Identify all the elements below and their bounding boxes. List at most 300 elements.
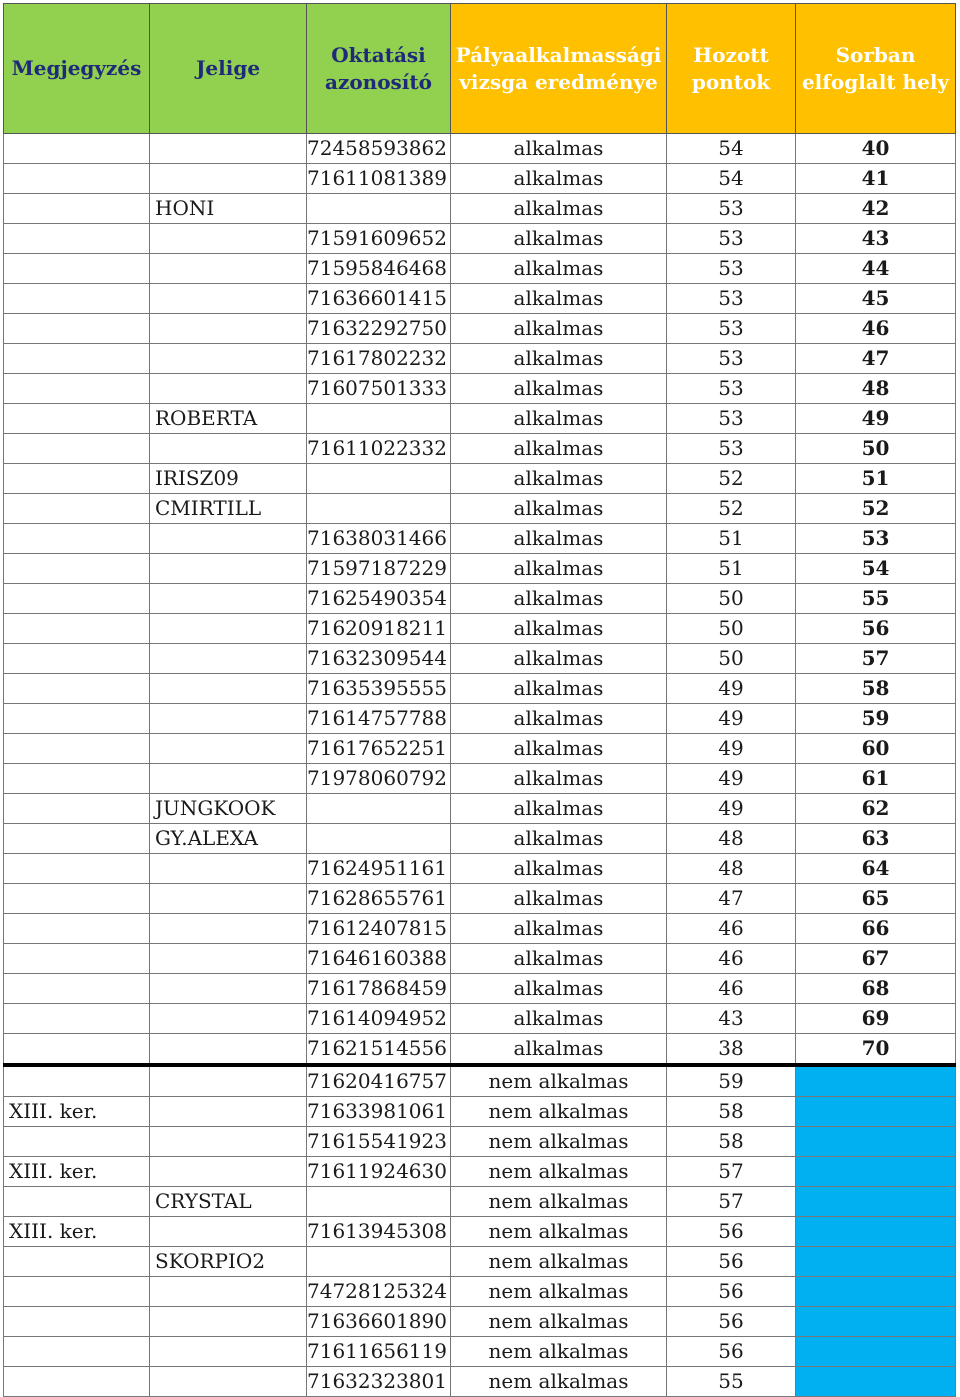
cell-jelige [150, 1277, 307, 1307]
cell-sorban-elfoglalt-hely: 70 [796, 1034, 956, 1066]
cell-jelige: CRYSTAL [150, 1187, 307, 1217]
cell-megjegyzes [4, 524, 150, 554]
cell-megjegyzes [4, 764, 150, 794]
cell-hozott-pontok: 53 [667, 254, 796, 284]
cell-sorban-elfoglalt-hely: 46 [796, 314, 956, 344]
cell-sorban-elfoglalt-hely [796, 1337, 956, 1367]
cell-jelige [150, 674, 307, 704]
cell-oktatasi-azonosito [307, 794, 451, 824]
cell-oktatasi-azonosito [307, 464, 451, 494]
cell-vizsga-eredmeny: alkalmas [451, 944, 667, 974]
cell-hozott-pontok: 49 [667, 704, 796, 734]
cell-hozott-pontok: 52 [667, 464, 796, 494]
table-row [4, 1097, 956, 1127]
cell-hozott-pontok: 52 [667, 494, 796, 524]
cell-vizsga-eredmeny: alkalmas [451, 554, 667, 584]
cell-hozott-pontok: 53 [667, 314, 796, 344]
cell-oktatasi-azonosito: 71624951161 [307, 854, 451, 884]
table-row [4, 494, 956, 524]
cell-jelige [150, 284, 307, 314]
cell-sorban-elfoglalt-hely [796, 1217, 956, 1247]
cell-jelige [150, 344, 307, 374]
cell-oktatasi-azonosito: 71632309544 [307, 644, 451, 674]
cell-vizsga-eredmeny: alkalmas [451, 764, 667, 794]
cell-hozott-pontok: 49 [667, 674, 796, 704]
cell-sorban-elfoglalt-hely [796, 1307, 956, 1337]
cell-sorban-elfoglalt-hely: 63 [796, 824, 956, 854]
cell-sorban-elfoglalt-hely [796, 1097, 956, 1127]
cell-vizsga-eredmeny: nem alkalmas [451, 1187, 667, 1217]
cell-sorban-elfoglalt-hely: 42 [796, 194, 956, 224]
cell-oktatasi-azonosito [307, 1247, 451, 1277]
cell-megjegyzes [4, 404, 150, 434]
cell-jelige [150, 734, 307, 764]
cell-megjegyzes [4, 1127, 150, 1157]
cell-jelige [150, 764, 307, 794]
cell-jelige [150, 434, 307, 464]
cell-jelige: CMIRTILL [150, 494, 307, 524]
cell-megjegyzes [4, 1337, 150, 1367]
cell-vizsga-eredmeny: alkalmas [451, 644, 667, 674]
cell-hozott-pontok: 50 [667, 614, 796, 644]
cell-megjegyzes [4, 434, 150, 464]
cell-megjegyzes [4, 494, 150, 524]
table-row [4, 1127, 956, 1157]
table-row [4, 434, 956, 464]
cell-oktatasi-azonosito: 71621514556 [307, 1034, 451, 1066]
cell-hozott-pontok: 53 [667, 404, 796, 434]
cell-megjegyzes [4, 734, 150, 764]
cell-sorban-elfoglalt-hely: 61 [796, 764, 956, 794]
cell-hozott-pontok: 47 [667, 884, 796, 914]
cell-jelige [150, 1065, 307, 1097]
cell-jelige [150, 1004, 307, 1034]
cell-oktatasi-azonosito [307, 404, 451, 434]
cell-hozott-pontok: 58 [667, 1127, 796, 1157]
table-row [4, 674, 956, 704]
cell-jelige: GY.ALEXA [150, 824, 307, 854]
header-vizsga-eredmeny: Pályaalkalmassági vizsga eredménye [451, 4, 667, 134]
table-row [4, 1277, 956, 1307]
cell-sorban-elfoglalt-hely: 56 [796, 614, 956, 644]
cell-oktatasi-azonosito: 71632323801 [307, 1367, 451, 1397]
table-row [4, 524, 956, 554]
cell-jelige [150, 1157, 307, 1187]
cell-megjegyzes [4, 584, 150, 614]
cell-megjegyzes [4, 1034, 150, 1066]
cell-sorban-elfoglalt-hely: 41 [796, 164, 956, 194]
cell-sorban-elfoglalt-hely [796, 1247, 956, 1277]
cell-vizsga-eredmeny: nem alkalmas [451, 1367, 667, 1397]
cell-jelige [150, 854, 307, 884]
cell-vizsga-eredmeny: alkalmas [451, 344, 667, 374]
cell-megjegyzes [4, 854, 150, 884]
cell-vizsga-eredmeny: alkalmas [451, 674, 667, 704]
table-row [4, 734, 956, 764]
cell-vizsga-eredmeny: alkalmas [451, 614, 667, 644]
table-row [4, 344, 956, 374]
cell-oktatasi-azonosito: 72458593862 [307, 134, 451, 164]
cell-jelige: IRISZ09 [150, 464, 307, 494]
cell-sorban-elfoglalt-hely: 60 [796, 734, 956, 764]
cell-megjegyzes [4, 284, 150, 314]
cell-jelige [150, 524, 307, 554]
cell-vizsga-eredmeny: alkalmas [451, 914, 667, 944]
cell-sorban-elfoglalt-hely: 54 [796, 554, 956, 584]
cell-jelige [150, 1307, 307, 1337]
cell-sorban-elfoglalt-hely: 40 [796, 134, 956, 164]
cell-vizsga-eredmeny: alkalmas [451, 734, 667, 764]
cell-vizsga-eredmeny: nem alkalmas [451, 1157, 667, 1187]
table-row [4, 644, 956, 674]
cell-oktatasi-azonosito: 71617652251 [307, 734, 451, 764]
cell-hozott-pontok: 56 [667, 1277, 796, 1307]
cell-vizsga-eredmeny: alkalmas [451, 464, 667, 494]
cell-megjegyzes [4, 914, 150, 944]
cell-sorban-elfoglalt-hely [796, 1157, 956, 1187]
table-row [4, 224, 956, 254]
cell-jelige: HONI [150, 194, 307, 224]
cell-oktatasi-azonosito: 71635395555 [307, 674, 451, 704]
cell-hozott-pontok: 49 [667, 734, 796, 764]
cell-megjegyzes: XIII. ker. [4, 1157, 150, 1187]
table-row [4, 614, 956, 644]
cell-sorban-elfoglalt-hely: 43 [796, 224, 956, 254]
cell-oktatasi-azonosito: 71595846468 [307, 254, 451, 284]
cell-hozott-pontok: 55 [667, 1367, 796, 1397]
cell-hozott-pontok: 54 [667, 134, 796, 164]
cell-oktatasi-azonosito: 71636601415 [307, 284, 451, 314]
cell-hozott-pontok: 48 [667, 854, 796, 884]
table-row [4, 554, 956, 584]
cell-megjegyzes [4, 1065, 150, 1097]
cell-sorban-elfoglalt-hely [796, 1367, 956, 1397]
cell-megjegyzes: XIII. ker. [4, 1217, 150, 1247]
cell-oktatasi-azonosito: 71625490354 [307, 584, 451, 614]
cell-hozott-pontok: 56 [667, 1307, 796, 1337]
cell-sorban-elfoglalt-hely: 57 [796, 644, 956, 674]
cell-megjegyzes [4, 314, 150, 344]
cell-vizsga-eredmeny: alkalmas [451, 524, 667, 554]
table-row [4, 464, 956, 494]
cell-sorban-elfoglalt-hely: 52 [796, 494, 956, 524]
cell-jelige: JUNGKOOK [150, 794, 307, 824]
cell-oktatasi-azonosito [307, 1187, 451, 1217]
cell-oktatasi-azonosito: 71607501333 [307, 374, 451, 404]
cell-sorban-elfoglalt-hely: 69 [796, 1004, 956, 1034]
cell-megjegyzes: XIII. ker. [4, 1097, 150, 1127]
header-hozott-pontok: Hozott pontok [667, 4, 796, 134]
cell-jelige: ROBERTA [150, 404, 307, 434]
table-row [4, 764, 956, 794]
table-row [4, 374, 956, 404]
cell-sorban-elfoglalt-hely: 45 [796, 284, 956, 314]
cell-hozott-pontok: 57 [667, 1187, 796, 1217]
cell-oktatasi-azonosito [307, 194, 451, 224]
cell-oktatasi-azonosito: 71632292750 [307, 314, 451, 344]
cell-vizsga-eredmeny: alkalmas [451, 704, 667, 734]
cell-vizsga-eredmeny: alkalmas [451, 854, 667, 884]
header-jelige: Jelige [150, 4, 307, 134]
cell-jelige [150, 134, 307, 164]
cell-jelige [150, 164, 307, 194]
cell-megjegyzes [4, 554, 150, 584]
cell-jelige [150, 374, 307, 404]
cell-vizsga-eredmeny: alkalmas [451, 974, 667, 1004]
cell-sorban-elfoglalt-hely: 62 [796, 794, 956, 824]
cell-oktatasi-azonosito: 71612407815 [307, 914, 451, 944]
cell-vizsga-eredmeny: alkalmas [451, 194, 667, 224]
cell-oktatasi-azonosito: 71620416757 [307, 1065, 451, 1097]
cell-hozott-pontok: 43 [667, 1004, 796, 1034]
cell-sorban-elfoglalt-hely: 44 [796, 254, 956, 284]
cell-megjegyzes [4, 614, 150, 644]
table-row [4, 914, 956, 944]
results-table [3, 3, 956, 1397]
cell-megjegyzes [4, 1307, 150, 1337]
cell-hozott-pontok: 56 [667, 1247, 796, 1277]
table-row [4, 974, 956, 1004]
cell-hozott-pontok: 48 [667, 824, 796, 854]
cell-jelige: SKORPIO2 [150, 1247, 307, 1277]
results-sheet [3, 3, 955, 1397]
cell-oktatasi-azonosito: 71597187229 [307, 554, 451, 584]
cell-megjegyzes [4, 224, 150, 254]
cell-hozott-pontok: 50 [667, 644, 796, 674]
cell-hozott-pontok: 53 [667, 434, 796, 464]
cell-megjegyzes [4, 944, 150, 974]
cell-megjegyzes [4, 674, 150, 704]
cell-jelige [150, 224, 307, 254]
cell-oktatasi-azonosito: 74728125324 [307, 1277, 451, 1307]
cell-oktatasi-azonosito: 71646160388 [307, 944, 451, 974]
header-megjegyzes: Megjegyzés [4, 4, 150, 134]
cell-vizsga-eredmeny: nem alkalmas [451, 1307, 667, 1337]
table-row [4, 884, 956, 914]
cell-megjegyzes [4, 464, 150, 494]
cell-hozott-pontok: 49 [667, 794, 796, 824]
table-row [4, 704, 956, 734]
cell-vizsga-eredmeny: alkalmas [451, 434, 667, 464]
cell-vizsga-eredmeny: alkalmas [451, 884, 667, 914]
cell-sorban-elfoglalt-hely [796, 1277, 956, 1307]
table-row [4, 1307, 956, 1337]
cell-oktatasi-azonosito: 71611656119 [307, 1337, 451, 1367]
cell-oktatasi-azonosito: 71615541923 [307, 1127, 451, 1157]
table-row [4, 584, 956, 614]
cell-hozott-pontok: 51 [667, 554, 796, 584]
header-sorban-elfoglalt-hely: Sorban elfoglalt hely [796, 4, 956, 134]
table-row [4, 854, 956, 884]
cell-sorban-elfoglalt-hely: 66 [796, 914, 956, 944]
cell-jelige [150, 254, 307, 284]
cell-megjegyzes [4, 644, 150, 674]
table-row [4, 134, 956, 164]
cell-jelige [150, 614, 307, 644]
cell-jelige [150, 554, 307, 584]
cell-vizsga-eredmeny: alkalmas [451, 404, 667, 434]
cell-sorban-elfoglalt-hely [796, 1187, 956, 1217]
table-row [4, 194, 956, 224]
cell-megjegyzes [4, 134, 150, 164]
cell-hozott-pontok: 49 [667, 764, 796, 794]
cell-vizsga-eredmeny: nem alkalmas [451, 1097, 667, 1127]
cell-hozott-pontok: 46 [667, 914, 796, 944]
cell-megjegyzes [4, 374, 150, 404]
cell-hozott-pontok: 53 [667, 344, 796, 374]
cell-vizsga-eredmeny: nem alkalmas [451, 1065, 667, 1097]
cell-oktatasi-azonosito: 71611022332 [307, 434, 451, 464]
cell-vizsga-eredmeny: alkalmas [451, 824, 667, 854]
table-row [4, 1217, 956, 1247]
cell-oktatasi-azonosito: 71611924630 [307, 1157, 451, 1187]
cell-jelige [150, 1097, 307, 1127]
cell-sorban-elfoglalt-hely [796, 1065, 956, 1097]
table-row [4, 824, 956, 854]
cell-hozott-pontok: 53 [667, 284, 796, 314]
cell-hozott-pontok: 56 [667, 1337, 796, 1367]
cell-oktatasi-azonosito: 71620918211 [307, 614, 451, 644]
table-row [4, 284, 956, 314]
cell-oktatasi-azonosito: 71638031466 [307, 524, 451, 554]
cell-oktatasi-azonosito: 71614094952 [307, 1004, 451, 1034]
cell-sorban-elfoglalt-hely: 48 [796, 374, 956, 404]
cell-vizsga-eredmeny: nem alkalmas [451, 1127, 667, 1157]
cell-vizsga-eredmeny: alkalmas [451, 134, 667, 164]
cell-vizsga-eredmeny: alkalmas [451, 314, 667, 344]
table-row [4, 944, 956, 974]
cell-megjegyzes [4, 1277, 150, 1307]
cell-oktatasi-azonosito: 71636601890 [307, 1307, 451, 1337]
table-row [4, 164, 956, 194]
cell-hozott-pontok: 56 [667, 1217, 796, 1247]
cell-sorban-elfoglalt-hely: 64 [796, 854, 956, 884]
cell-hozott-pontok: 57 [667, 1157, 796, 1187]
cell-vizsga-eredmeny: nem alkalmas [451, 1337, 667, 1367]
cell-jelige [150, 974, 307, 1004]
cell-oktatasi-azonosito: 71613945308 [307, 1217, 451, 1247]
cell-megjegyzes [4, 1247, 150, 1277]
cell-megjegyzes [4, 974, 150, 1004]
cell-megjegyzes [4, 704, 150, 734]
cell-sorban-elfoglalt-hely: 59 [796, 704, 956, 734]
cell-vizsga-eredmeny: alkalmas [451, 494, 667, 524]
cell-oktatasi-azonosito: 71614757788 [307, 704, 451, 734]
cell-megjegyzes [4, 194, 150, 224]
cell-sorban-elfoglalt-hely: 67 [796, 944, 956, 974]
cell-oktatasi-azonosito [307, 824, 451, 854]
cell-hozott-pontok: 59 [667, 1065, 796, 1097]
cell-oktatasi-azonosito: 71617868459 [307, 974, 451, 1004]
cell-jelige [150, 644, 307, 674]
cell-jelige [150, 1337, 307, 1367]
cell-hozott-pontok: 53 [667, 194, 796, 224]
cell-hozott-pontok: 53 [667, 224, 796, 254]
cell-vizsga-eredmeny: alkalmas [451, 1004, 667, 1034]
cell-megjegyzes [4, 1004, 150, 1034]
cell-oktatasi-azonosito [307, 494, 451, 524]
cell-vizsga-eredmeny: alkalmas [451, 1034, 667, 1066]
cell-jelige [150, 1127, 307, 1157]
cell-megjegyzes [4, 254, 150, 284]
cell-vizsga-eredmeny: alkalmas [451, 284, 667, 314]
cell-jelige [150, 1367, 307, 1397]
cell-megjegyzes [4, 884, 150, 914]
table-row [4, 1367, 956, 1397]
cell-hozott-pontok: 51 [667, 524, 796, 554]
table-row [4, 1004, 956, 1034]
cell-jelige [150, 314, 307, 344]
cell-oktatasi-azonosito: 71591609652 [307, 224, 451, 254]
cell-sorban-elfoglalt-hely: 65 [796, 884, 956, 914]
cell-hozott-pontok: 46 [667, 944, 796, 974]
cell-hozott-pontok: 50 [667, 584, 796, 614]
cell-megjegyzes [4, 1367, 150, 1397]
cell-sorban-elfoglalt-hely: 58 [796, 674, 956, 704]
cell-sorban-elfoglalt-hely: 50 [796, 434, 956, 464]
table-row [4, 254, 956, 284]
cell-vizsga-eredmeny: nem alkalmas [451, 1277, 667, 1307]
cell-megjegyzes [4, 824, 150, 854]
cell-jelige [150, 944, 307, 974]
cell-oktatasi-azonosito: 71617802232 [307, 344, 451, 374]
cell-oktatasi-azonosito: 71628655761 [307, 884, 451, 914]
cell-jelige [150, 914, 307, 944]
cell-vizsga-eredmeny: alkalmas [451, 254, 667, 284]
cell-jelige [150, 1034, 307, 1066]
cell-hozott-pontok: 58 [667, 1097, 796, 1127]
table-row [4, 794, 956, 824]
table-row [4, 404, 956, 434]
table-row [4, 1157, 956, 1187]
table-row [4, 1065, 956, 1097]
cell-sorban-elfoglalt-hely: 55 [796, 584, 956, 614]
cell-sorban-elfoglalt-hely: 47 [796, 344, 956, 374]
cell-hozott-pontok: 38 [667, 1034, 796, 1066]
table-row [4, 1034, 956, 1066]
table-row [4, 1337, 956, 1367]
cell-sorban-elfoglalt-hely: 51 [796, 464, 956, 494]
cell-vizsga-eredmeny: nem alkalmas [451, 1247, 667, 1277]
cell-hozott-pontok: 54 [667, 164, 796, 194]
cell-jelige [150, 884, 307, 914]
cell-jelige [150, 584, 307, 614]
table-row [4, 1187, 956, 1217]
header-oktatasi-azonosito: Oktatási azonosító [307, 4, 451, 134]
cell-vizsga-eredmeny: alkalmas [451, 374, 667, 404]
cell-vizsga-eredmeny: nem alkalmas [451, 1217, 667, 1247]
cell-sorban-elfoglalt-hely [796, 1127, 956, 1157]
cell-vizsga-eredmeny: alkalmas [451, 164, 667, 194]
cell-hozott-pontok: 46 [667, 974, 796, 1004]
table-body [4, 134, 956, 1397]
cell-megjegyzes [4, 794, 150, 824]
cell-vizsga-eredmeny: alkalmas [451, 794, 667, 824]
cell-jelige [150, 704, 307, 734]
cell-oktatasi-azonosito: 71633981061 [307, 1097, 451, 1127]
cell-sorban-elfoglalt-hely: 49 [796, 404, 956, 434]
table-row [4, 314, 956, 344]
header-row [4, 4, 956, 134]
cell-sorban-elfoglalt-hely: 53 [796, 524, 956, 554]
cell-hozott-pontok: 53 [667, 374, 796, 404]
cell-jelige [150, 1217, 307, 1247]
table-row [4, 1247, 956, 1277]
cell-vizsga-eredmeny: alkalmas [451, 584, 667, 614]
cell-megjegyzes [4, 1187, 150, 1217]
cell-megjegyzes [4, 164, 150, 194]
cell-oktatasi-azonosito: 71611081389 [307, 164, 451, 194]
